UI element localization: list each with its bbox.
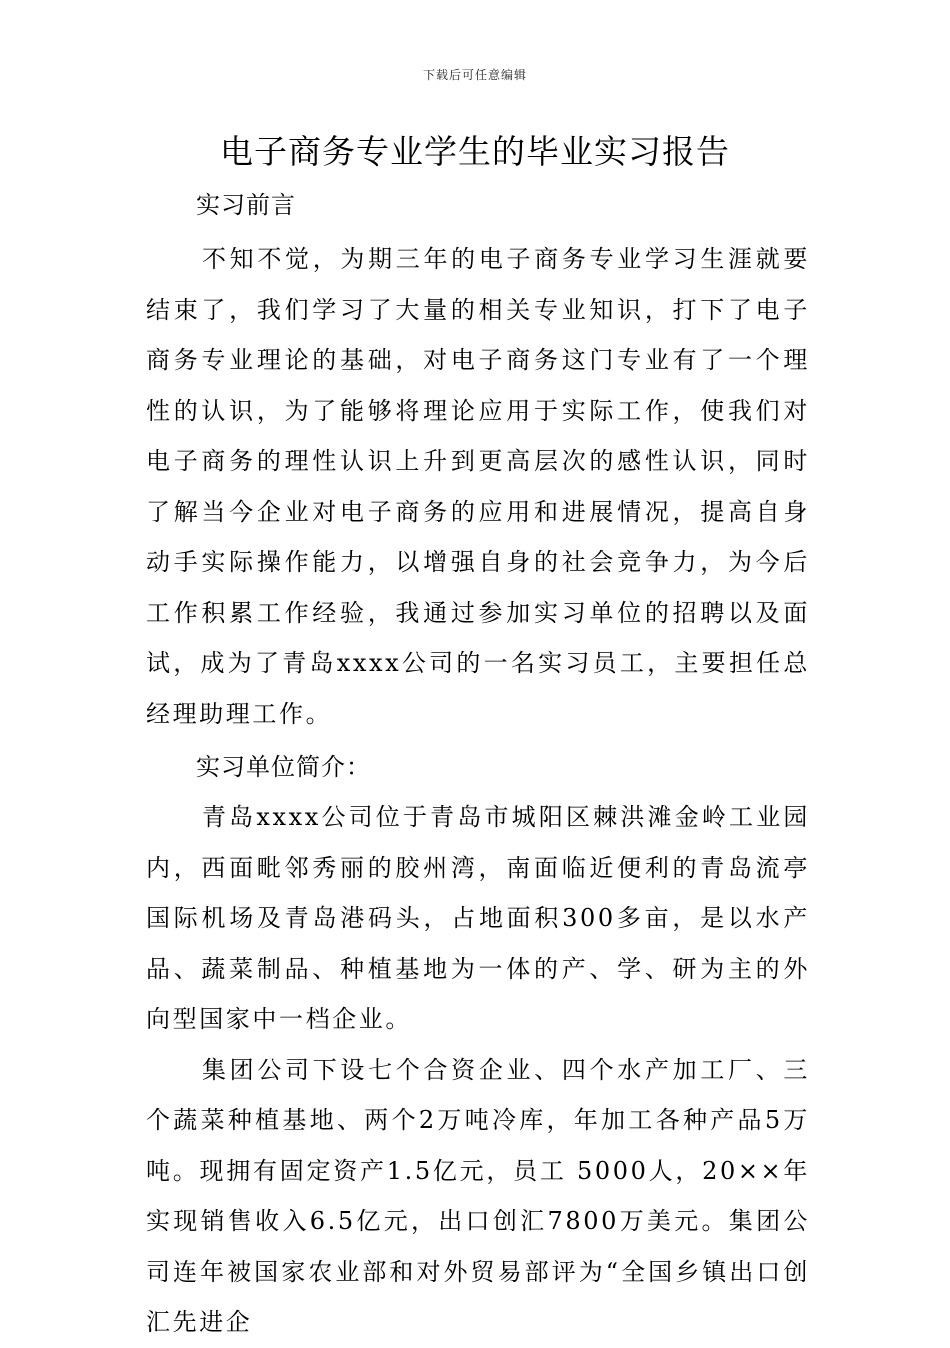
header-note: 下载后可任意编辑	[422, 68, 527, 82]
section-heading-preface: 实习前言	[196, 191, 296, 219]
paragraph-preface: 不知不觉，为期三年的电子商务专业学习生涯就要结束了，我们学习了大量的相关专业知识，打下了电子商务专业理论的基础，对电子商务这门专业有了一个理性的认识，为了能够将理论应用于实际工作，使我们对电子商务的理性认识上升到更高层次的感性认识，同时了解当今企业对电子商务的应用和进展情况，提高自身动手实际操作能力，以增强自身的社会竞争力，为今后工作积累工作经验，我通过参加实习单位的招聘以及面试，成为了青岛xxxx公司的一名实习员工，主要担任总经理助理工作。	[146, 245, 810, 728]
section-heading-unit: 实习单位简介：	[196, 753, 371, 781]
document-title: 电子商务专业学生的毕业实习报告	[220, 132, 730, 171]
paragraph-unit-1: 青岛xxxx公司位于青岛市城阳区棘洪滩金岭工业园内，西面毗邻秀丽的胶州湾，南面临近便利的青岛流亭国际机场及青岛港码头，占地面积300多亩，是以水产品、蔬菜制品、种植基地为一体的产、学、研为主的外向型国家中一档企业。	[146, 803, 810, 1033]
paragraph-unit-2: 集团公司下设七个合资企业、四个水产加工厂、三个蔬菜种植基地、两个2万吨冷库，年加工各种产品5万吨。现拥有固定资产1.5亿元，员工 5000人，20××年实现销售收入6.5亿元，出口创汇7800万美元。集团公司连年被国家农业部和对外贸易部评为“全国乡镇出口创汇先进企	[146, 1055, 810, 1336]
document-body	[146, 180, 810, 1348]
